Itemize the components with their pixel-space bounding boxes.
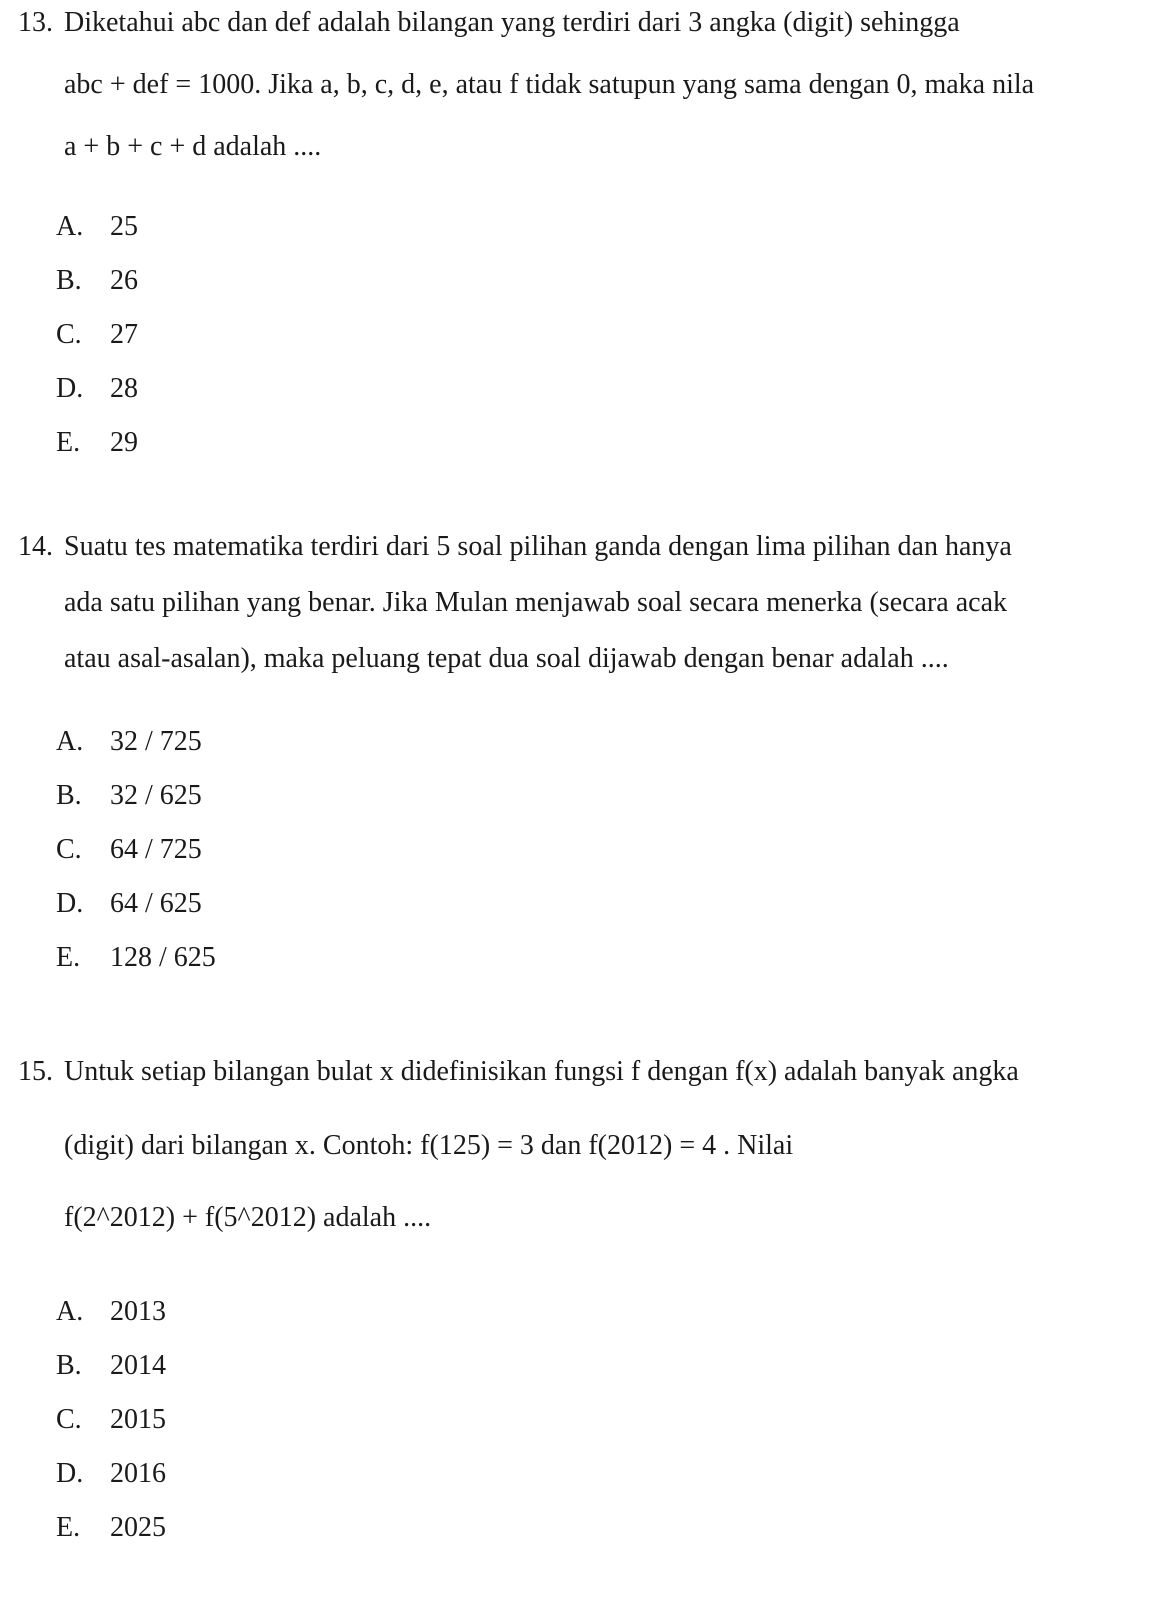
question-line — [64, 130, 321, 164]
answer-option[interactable]: E. 2025 — [56, 1512, 166, 1543]
question-line — [64, 642, 949, 676]
answer-option[interactable]: E. 29 — [56, 427, 138, 458]
answer-option[interactable]: B. 26 — [56, 265, 138, 296]
question-text: f(2^2012) + f(5^2012) adalah .... — [64, 1202, 432, 1233]
question-text: a + b + c + d adalah .... — [64, 131, 322, 162]
answer-option[interactable]: C. 27 — [56, 319, 138, 350]
question-line — [64, 1129, 793, 1163]
question-line — [64, 1201, 431, 1235]
answer-option[interactable]: B. 2014 — [56, 1350, 166, 1381]
question-text: (digit) dari bilangan x. Contoh: f(125) = 3 dan f(2012) = 4 . Nilai — [64, 1130, 794, 1161]
question-text: atau asal-asalan), maka peluang tepat dua soal dijawab dengan benar adalah .... — [64, 643, 949, 674]
answer-option[interactable]: A. 32 / 725 — [56, 726, 202, 757]
question-number: 14. — [18, 531, 53, 562]
answer-option[interactable]: E. 128 / 625 — [56, 942, 216, 973]
question-line — [18, 6, 960, 40]
question-line — [64, 586, 1007, 620]
question-text: Suatu tes matematika terdiri dari 5 soal pilihan ganda dengan lima pilihan dan hanya — [64, 531, 1012, 562]
answer-option[interactable]: D. 64 / 625 — [56, 888, 202, 919]
question-number: 13. — [18, 7, 53, 38]
answer-option[interactable]: D. 2016 — [56, 1458, 166, 1489]
question-line — [18, 1055, 1019, 1089]
question-text: Untuk setiap bilangan bulat x didefinisikan fungsi f dengan f(x) adalah banyak angka — [64, 1056, 1019, 1087]
question-line — [18, 530, 1012, 564]
answer-option[interactable]: A. 25 — [56, 211, 138, 242]
answer-option[interactable]: C. 2015 — [56, 1404, 166, 1435]
answer-option[interactable]: D. 28 — [56, 373, 138, 404]
question-number: 15. — [18, 1056, 53, 1087]
question-text: abc + def = 1000. Jika a, b, c, d, e, atau f tidak satupun yang sama dengan 0, maka nila — [64, 69, 1035, 100]
answer-option[interactable]: C. 64 / 725 — [56, 834, 202, 865]
answer-option[interactable]: A. 2013 — [56, 1296, 166, 1327]
question-text: Diketahui abc dan def adalah bilangan yang terdiri dari 3 angka (digit) sehingga — [64, 7, 960, 38]
question-line — [64, 68, 1034, 102]
answer-option[interactable]: B. 32 / 625 — [56, 780, 202, 811]
question-text: ada satu pilihan yang benar. Jika Mulan menjawab soal secara menerka (secara acak — [64, 587, 1008, 618]
